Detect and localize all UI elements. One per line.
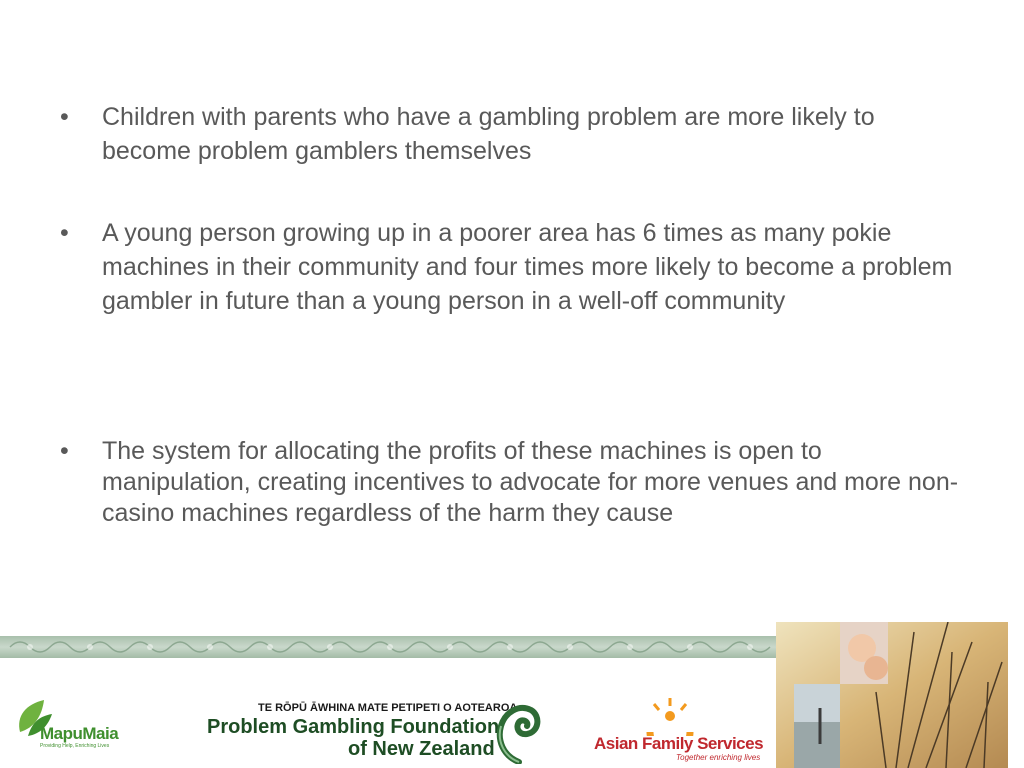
koru-icon	[493, 700, 543, 764]
mapu-maia-name: MapuMaia	[40, 724, 119, 743]
pgf-name-line1: Problem Gambling Foundation	[207, 716, 500, 738]
photo-collage	[776, 622, 1008, 768]
pgf-maori-name: TE RŌPŪ ĀWHINA MATE PETIPETI O AOTEAROA	[258, 702, 518, 714]
bullet-text: A young person growing up in a poorer area has 6 times as many pokie machines in their community and four times more likely to become a problem gambler in future than a young person in a well-off community	[102, 219, 953, 315]
afs-tagline: Together enriching lives	[676, 753, 761, 762]
koru-pattern	[0, 636, 780, 658]
asian-family-services-logo	[594, 696, 769, 764]
afs-name: Asian Family Services	[594, 734, 764, 753]
pgf-logo	[205, 700, 545, 766]
mapu-maia-logo	[14, 692, 164, 752]
bullet-marker: •	[60, 437, 69, 465]
mapu-maia-tagline: Providing Help, Enriching Lives	[40, 743, 110, 749]
bullet-marker: •	[60, 103, 69, 131]
rising-sun-icon	[640, 696, 700, 736]
pgf-name-line2: of New Zealand	[348, 738, 495, 760]
bullet-text: The system for allocating the profits of these machines is open to manipulation, creating incentives to advocate for more venues and more non-casino machines regardless of the harm they cause	[102, 437, 959, 527]
bullet-text: Children with parents who have a gambling problem are more likely to become problem gamblers themselves	[102, 103, 875, 165]
decorative-pattern-band	[0, 636, 780, 658]
bullet-marker: •	[60, 219, 69, 247]
photo-collage-image	[776, 622, 1008, 768]
